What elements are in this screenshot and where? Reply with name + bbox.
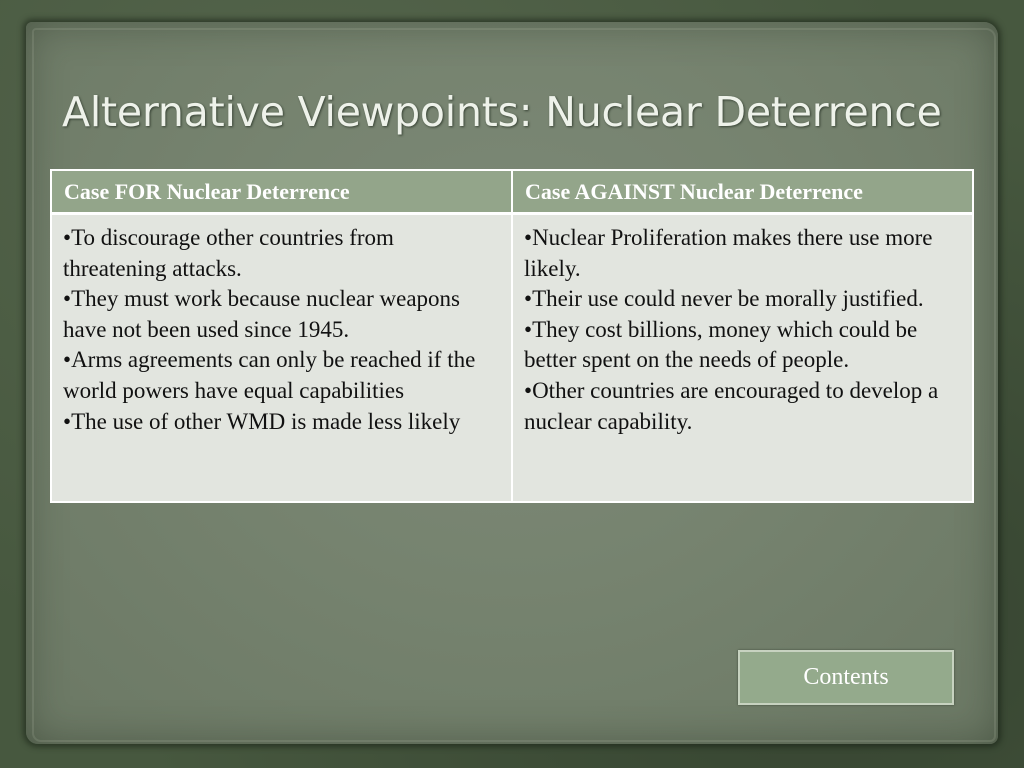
list-item: • Their use could never be morally justified. bbox=[524, 284, 962, 315]
table-row bbox=[51, 214, 973, 503]
list-item: • Nuclear Proliferation makes there use more likely. bbox=[524, 223, 962, 284]
list-item: • The use of other WMD is made less likely bbox=[63, 407, 501, 438]
slide-title: Alternative Viewpoints: Nuclear Deterrence bbox=[62, 88, 942, 136]
case-against-list bbox=[524, 223, 962, 437]
contents-button[interactable]: Contents bbox=[738, 650, 954, 705]
list-item: • They cost billions, money which could be better spent on the needs of people. bbox=[524, 315, 962, 376]
list-item: • Arms agreements can only be reached if the world powers have equal capabilities bbox=[63, 345, 501, 406]
comparison-table bbox=[50, 169, 974, 503]
list-item: • Other countries are encouraged to develop a nuclear capability. bbox=[524, 376, 962, 437]
case-against-cell bbox=[512, 214, 973, 503]
table-header-row bbox=[51, 170, 973, 214]
case-for-cell bbox=[51, 214, 512, 503]
list-item: • They must work because nuclear weapons have not been used since 1945. bbox=[63, 284, 501, 345]
case-for-list bbox=[63, 223, 501, 437]
header-case-for: Case FOR Nuclear Deterrence bbox=[51, 170, 512, 214]
header-case-against: Case AGAINST Nuclear Deterrence bbox=[512, 170, 973, 214]
list-item: • To discourage other countries from threatening attacks. bbox=[63, 223, 501, 284]
